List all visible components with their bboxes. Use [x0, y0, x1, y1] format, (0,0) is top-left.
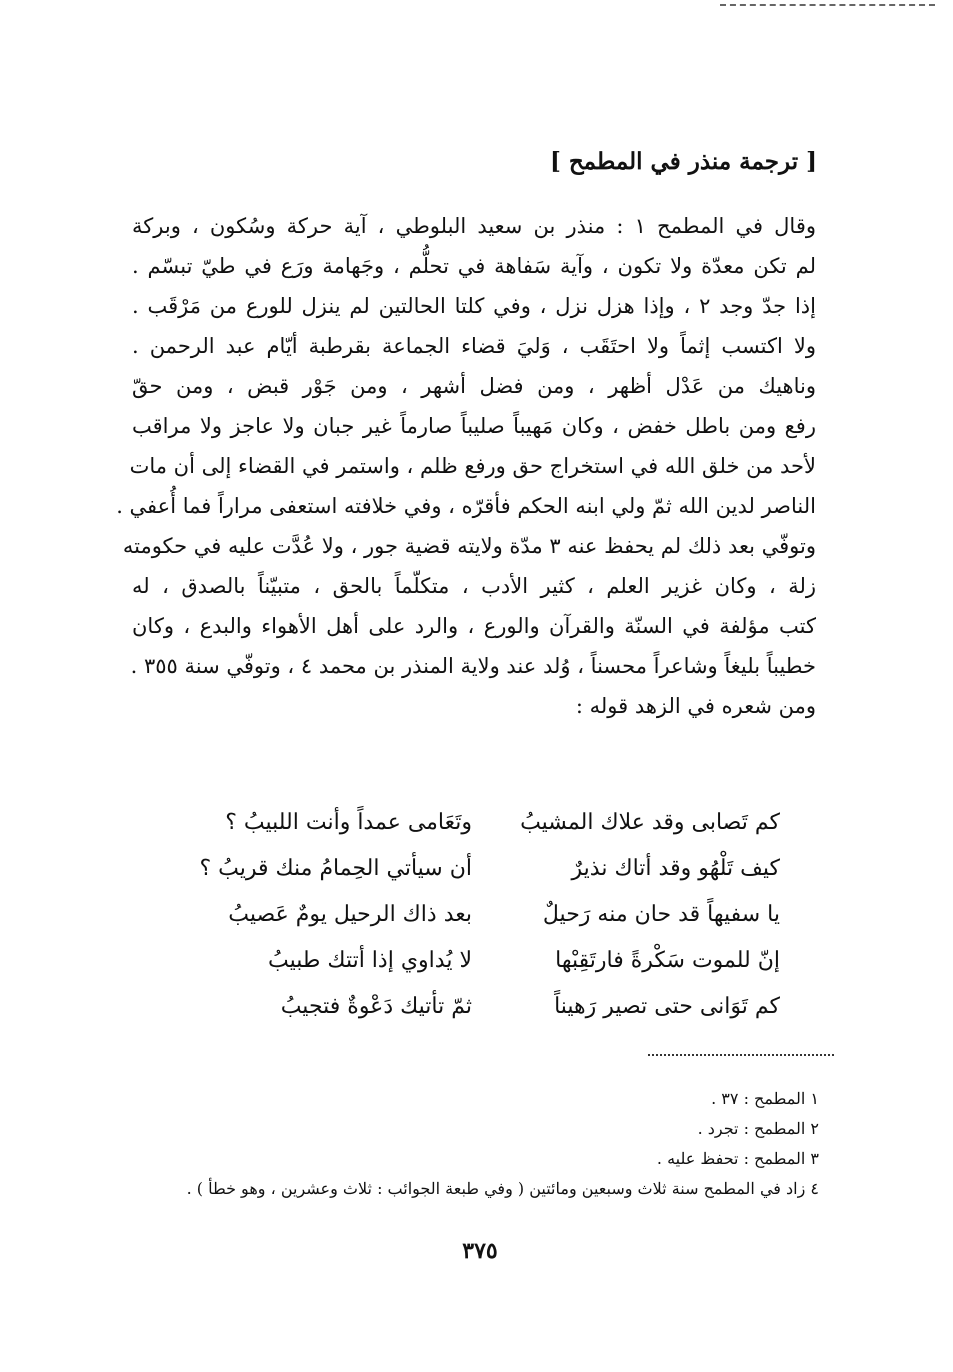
body-line: إذا جدّ وجد ٢ ، وإذا هزل نزل ، وفي كلتا الحالتين لم ينزل للورع من مَرْقَب . — [132, 294, 816, 318]
poem-verse — [190, 846, 780, 892]
verse-first-hemistich: كم تَوَانى حتى تصير رَهيناً — [554, 994, 780, 1019]
footnote: ٤ زاد في المطمح سنة ثلاث وسبعين ومائتين ( وفي طبعة الجوائب : ثلاث وعشرين ، وهو خطأ ) . — [186, 1179, 819, 1198]
footnote-separator — [648, 1054, 834, 1056]
footnote: ٢ المطمح : تجرد . — [697, 1119, 819, 1138]
poem-verse — [190, 984, 780, 1030]
verse-first-hemistich: كيف تَلْهُو وقد أتاك نذيرٌ — [571, 856, 780, 881]
section-heading: [ ترجمة منذر في المطمح ] — [549, 148, 817, 175]
body-paragraph — [116, 206, 816, 726]
footnote: ١ المطمح : ٣٧ . — [711, 1089, 819, 1108]
body-line: وتوفّي بعد ذلك لم يحفظ عنه ٣ مدّة ولايته قضية جور ، ولا عُدَّت عليه في حكومته — [122, 534, 816, 558]
top-rule — [720, 4, 935, 6]
verse-first-hemistich: يا سفيهاً قد حان منه رَحيلٌ — [542, 902, 780, 927]
verse-second-hemistich: لا يُداوي إذا أتتك طبيبُ — [268, 948, 472, 973]
body-line: زلة ، وكان غزير العلم ، كثير الأدب ، متكلّماً بالحق ، متبيّناً بالصدق ، له — [132, 574, 816, 598]
body-line: خطيباً بليغاً وشاعراً محسناً ، وُلد عند ولاية المنذر بن محمد ٤ ، وتوفّي سنة ٣٥٥ . — [130, 654, 816, 678]
body-line: لم تكن معدّة ولا تكون ، وآية سَفاهة في تحلُّم ، وجَهامة ورَع في طيّ تبسّم . — [132, 254, 816, 278]
body-line: وقال في المطمح ١ : منذر بن سعيد البلوطي ، آية حركة وسُكون ، وبركة — [132, 214, 816, 238]
poem-verse — [190, 938, 780, 984]
verse-second-hemistich: بعد ذاك الرحيل يومٌ عَصيبُ — [228, 902, 472, 927]
page-number: ٣٧٥ — [462, 1238, 498, 1264]
body-line: لأحد من خلق الله في استخراج حق ورفع ظلم ، واستمر في القضاء إلى أن مات — [129, 454, 816, 478]
body-line: ومن شعره في الزهد قوله : — [575, 694, 816, 718]
body-line: الناصر لدين الله ثمّ ولي ابنه الحكم فأقرّه ، وفي خلافته استعفى مراراً فما أُعفي . — [116, 494, 816, 518]
verse-second-hemistich: وتَعَامى عمداً وأنت اللبيبُ ؟ — [225, 810, 472, 835]
body-line: رفع ومن باطل خفض ، وكان مَهيباً صليباً صارماً غير جبان ولا عاجز ولا مراقب — [132, 414, 816, 438]
poem-verse — [190, 800, 780, 846]
poem-verse — [190, 892, 780, 938]
body-line: وناهيك من عَدْل أظهر ، ومن فضل أشهر ، ومن جَوْر قبض ، ومن حقّ — [132, 374, 816, 398]
verse-second-hemistich: ثمّ تأتيك دَعْوةٌ فتجيبُ — [280, 994, 472, 1019]
footnote: ٣ المطمح : تحفظ عليه . — [656, 1149, 819, 1168]
body-line: ولا اكتسب إثماً ولا احتَقَب ، وَليَ قضاء الجماعة بقرطبة أيّام عبد الرحمن . — [132, 334, 816, 358]
body-line: كتب مؤلفة في السنّة والقرآن والورع ، والرد على أهل الأهواء والبدع ، وكان — [132, 614, 816, 638]
poem — [190, 800, 780, 1030]
footnotes — [129, 1084, 819, 1204]
verse-second-hemistich: أن سيأتي الحِمامُ منك قريبُ ؟ — [199, 856, 472, 881]
verse-first-hemistich: إنّ للموت سَكْرةً فارتَقِبْها — [555, 948, 780, 973]
verse-first-hemistich: كم تَصابى وقد علاك المشيبُ — [520, 810, 780, 835]
